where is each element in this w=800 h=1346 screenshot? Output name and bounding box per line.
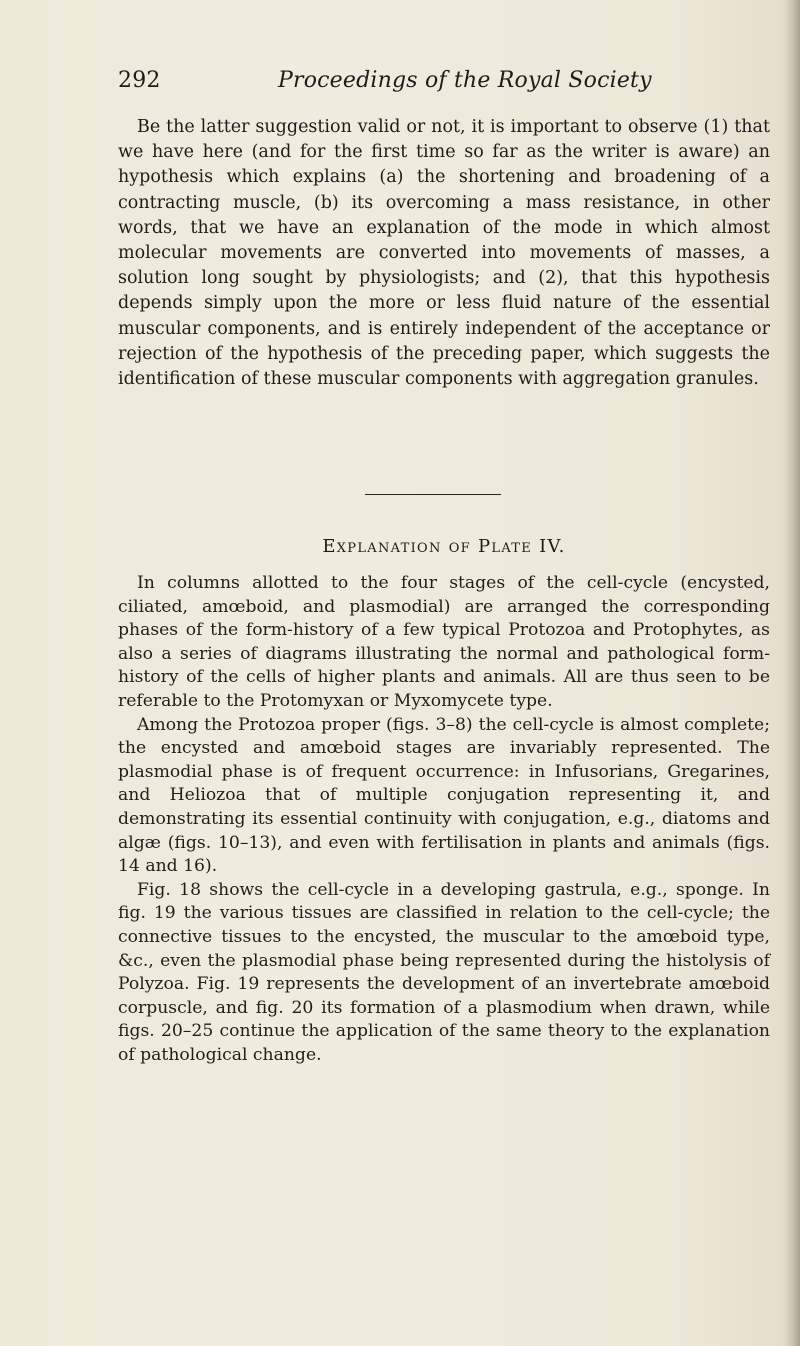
page-number: 292 [118,68,161,93]
running-title: Proceedings of the Royal Society [278,68,652,93]
section-heading: Explanation of Plate IV. [322,536,566,557]
page-header [118,68,760,98]
top-paragraph: Be the latter suggestion valid or not, it is important to observe (1) that we have here (and for the first time so far as the writer is aware) an hypothesis which explains (a) the shortening and broadening of a contracting muscle, (b) its overcoming a mass resistance, in other words, that we have an explanation of the mode in which almost molecular movements are converted into movements of masses, a solution long sought by physiologists; and (2), that this hypothesis depends simply upon the more or less fluid nature of the essential muscular components, and is entirely independent of the acceptance or rejection of the hypothesis of the preceding paper, which suggests the identification of these muscular components with aggregation granules. [118,117,770,390]
section-divider [365,494,501,495]
plate-paragraph-2: Among the Protozoa proper (figs. 3–8) the cell-cycle is almost complete; the encysted and amœboid stages are invariably represented. The plasmodial phase is of frequent occurrence: in Infusorians, Gregarines, and Heliozoa that of multiple conjugation representing it, and demonstrating its essential continuity with conjugation, e.g., diatoms and algæ (figs. 10–13), and even with fertilisation in plants and animals (figs. 14 and 16). [118,714,770,877]
plate-paragraph-3: Fig. 18 shows the cell-cycle in a developing gastrula, e.g., sponge. In fig. 19 the various tissues are classified in relation to the cell-cycle; the connective tissues to the encysted, the muscular to the amœboid type, &c., even the plasmodial phase being represented during the histolysis of Polyzoa. Fig. 19 represents the development of an invertebrate amœboid corpuscle, and fig. 20 its formation of a plasmodium when drawn, while figs. 20–25 continue the application of the same theory to the explanation of pathological change. [118,879,770,1065]
plate-explanation [118,572,770,1067]
plate-paragraph-1: In columns allotted to the four stages of the cell-cycle (encysted, ciliated, amœboid, and plasmodial) are arranged the corresponding phases of the form-history of a few typical Protozoa and Protophytes, as also a series of diagrams illustrating the normal and pathological form-history of the cells of higher plants and animals. All are thus seen to be referable to the Protomyxan or Myxomycete type. [118,573,770,711]
